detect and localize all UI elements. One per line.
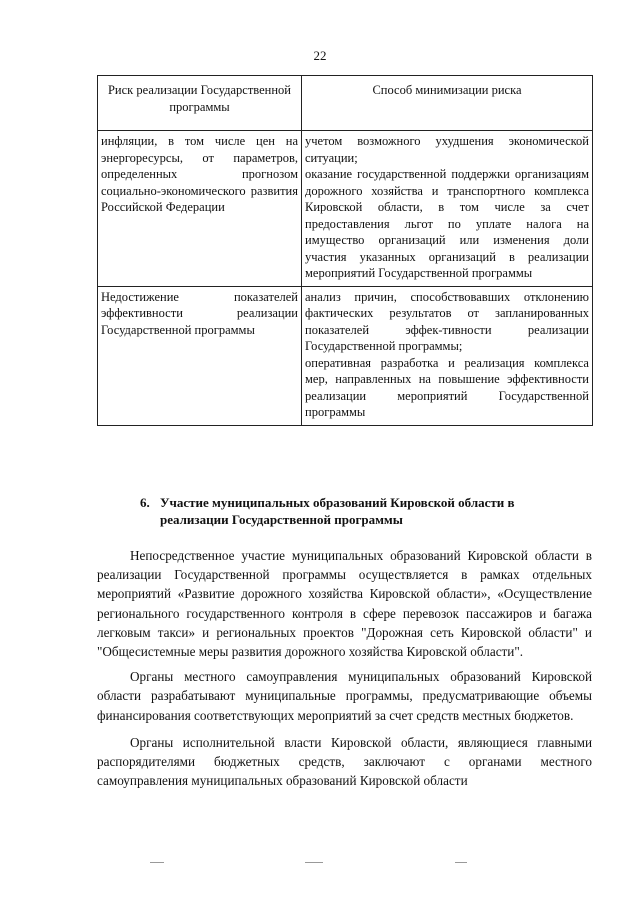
risk-text: Недостижение показателей эффективности реализации Государственной программы <box>101 289 298 337</box>
mitigation-text: оказание государственной поддержки организациям дорожного хозяйства и транспортного комплекса Кировской области, в том числе за счет предоставления льгот по уплате налога на имущество организаций или изменения доли участия указанных организаций в реализации мероприятий Государственной программы <box>305 167 589 280</box>
scan-mark <box>455 862 467 863</box>
section-title-line1: Участие муниципальных образований Кировской области в <box>160 495 515 510</box>
scan-mark <box>150 862 164 863</box>
mitigation-cell <box>302 286 593 425</box>
mitigation-text: учетом возможного ухудшения экономической ситуации; <box>305 134 589 165</box>
mitigation-cell <box>302 131 593 287</box>
header-risk: Риск реализации Государственной программы <box>98 76 302 131</box>
mitigation-text: оперативная разработка и реализация комплекса мер, направленных на повышение эффективности реализации мероприятий Государственной программы <box>305 355 589 419</box>
section-heading <box>140 494 595 528</box>
risk-cell <box>98 131 302 287</box>
section-title-line2: реализации Государственной программы <box>160 512 403 527</box>
scan-mark <box>305 862 323 863</box>
table-row <box>98 131 593 287</box>
scan-artifacts <box>0 862 640 872</box>
risk-cell <box>98 286 302 425</box>
risk-text: инфляции, в том числе цен на энергоресурсы, от параметров, определенных прогнозом социально-экономического развития Российской Федерации <box>101 134 298 214</box>
paragraph: Органы местного самоуправления муниципальных образований Кировской области разрабатывают муниципальные программы, предусматривающие объемы финансирования соответствующих мероприятий за счет средств местных бюджетов. <box>97 669 592 723</box>
page-number: 22 <box>313 48 327 63</box>
table-header-row <box>98 76 593 131</box>
paragraph: Органы исполнительной власти Кировской области, являющиеся главными распорядителями бюджетных средств, заключают с органами местного самоуправления муниципальных образований Кировской области <box>97 734 592 789</box>
risk-table <box>97 75 593 426</box>
header-mitigation: Способ минимизации риска <box>302 76 593 131</box>
body-text <box>97 546 592 798</box>
table-row <box>98 286 593 425</box>
mitigation-text: анализ причин, способствовавших отклонению фактических результатов от запланированных показателей эффек-тивности реализации Государственной программы; <box>305 289 589 353</box>
paragraph: Непосредственное участие муниципальных образований Кировской области в реализации Государственной программы осуществляется в рамках отдельных мероприятий «Развитие дорожного хозяйства Кировской области», «Осуществление регионального государственного контроля в сфере перевозок пассажиров и багажа легковым такси» и региональных проектов "Дорожная сеть Кировской области" и "Общесистемные меры развития дорожного хозяйства Кировской области". <box>97 548 592 660</box>
section-number: 6. <box>140 495 150 510</box>
